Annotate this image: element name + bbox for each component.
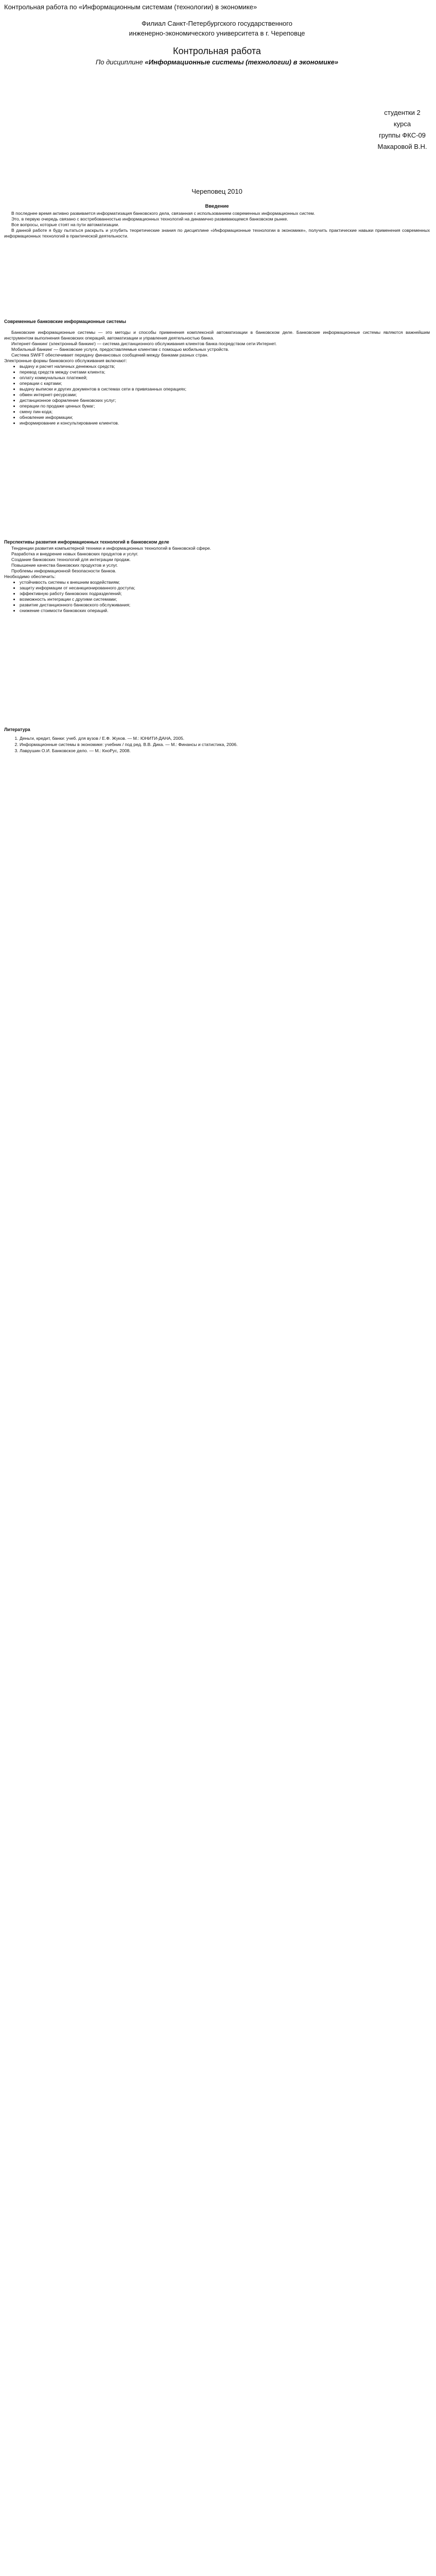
section2-paragraph: Тенденции развития компьютерной техники и информационных технологий в банковской сфере. bbox=[11, 545, 212, 551]
intro-paragraph: В последнее время активно развивается информатизация банковского дела, связанная с использованием современных информационных систем. bbox=[11, 211, 315, 216]
list-item: • устойчивость системы к внешним воздействиям; bbox=[20, 580, 430, 585]
work-title: Контрольная работа bbox=[173, 46, 261, 57]
section1-paragraph: Интернет-банкинг (электронный банкинг) — система дистанционного обслуживания клиентов банка посредством сети Интернет. bbox=[11, 341, 277, 347]
author-line-3: Макаровой В.Н. bbox=[377, 143, 427, 151]
references-section bbox=[4, 727, 430, 754]
intro-heading: Введение bbox=[205, 203, 229, 209]
list-item: • обновление информации; bbox=[20, 415, 430, 420]
document-header: Контрольная работа по «Информационным системам (технологии) в экономике» bbox=[4, 3, 257, 11]
references-heading: Литература bbox=[4, 726, 30, 732]
university-line-1: Филиал Санкт-Петербургского государственного bbox=[142, 20, 292, 28]
section1-paragraph: Банковские информационные системы — это методы и способы применения комплексной автоматизации в банковском деле. Банковские информационные системы являются важнейшим инструментом выполнения банковских операций, автоматизации и управления деятельностью банка. bbox=[4, 330, 430, 341]
subject bbox=[4, 58, 430, 67]
requirements-list bbox=[4, 580, 430, 614]
list-item: • обмен интернет-ресурсами; bbox=[20, 392, 430, 398]
section-heading-perspectives: Перспективы развития информационных технологий в банковском деле bbox=[4, 539, 169, 545]
subject-name: «Информационные системы (технологии) в экономике» bbox=[145, 58, 339, 66]
section2-list-intro: Необходимо обеспечить: bbox=[4, 573, 56, 579]
list-item: • эффективную работу банковских подразделений; bbox=[20, 591, 430, 597]
reference-item: 1. Деньги, кредит, банки: учеб. для вузов / Е.Ф. Жуков. — М.: ЮНИТИ-ДАНА, 2005. bbox=[20, 736, 430, 741]
list-item: • защиту информации от несанкционированного доступа; bbox=[20, 585, 430, 591]
section1-paragraph: Система SWIFT обеспечивает передачу финансовых сообщений между банками разных стран. bbox=[11, 352, 208, 358]
list-item: • возможность интеграции с другими системами; bbox=[20, 597, 430, 602]
section2-paragraph: Проблемы информационной безопасности банков. bbox=[11, 568, 116, 573]
section2-paragraph: Повышение качества банковских продуктов и услуг. bbox=[11, 562, 118, 568]
list-item: • развитие дистанционного банковского обслуживания; bbox=[20, 602, 430, 608]
list-item: • дистанционное оформление банковских услуг; bbox=[20, 398, 430, 403]
reference-item: 3. Лаврушин О.И. Банковское дело. — М.: КноРус, 2008. bbox=[20, 748, 430, 754]
list-item: • выдачу выписки и других документов в системах сети в привязанных операциях; bbox=[20, 386, 430, 392]
section2-paragraph: Создание банковских технологий для интеграции продаж. bbox=[11, 556, 131, 562]
intro-paragraph: Это, в первую очередь связано с востребованностью информационных технологий на динамично развивающемся банковском рынке. bbox=[11, 216, 288, 222]
list-item: • операции с картами; bbox=[20, 381, 430, 386]
list-item: • снижение стоимости банковских операций. bbox=[20, 608, 430, 614]
author-line-2: группы ФКС-09 bbox=[379, 131, 426, 140]
section-heading-banking-systems: Современные банковские информационные системы bbox=[4, 319, 126, 325]
list-item: • информирование и консультирование клиентов. bbox=[20, 420, 430, 426]
references-list bbox=[4, 736, 430, 754]
list-item: • перевод средств между счетами клиента; bbox=[20, 369, 430, 375]
intro-paragraph: В данной работе я буду пытаться раскрыть и углубить теоретические знания по дисциплине «Информационные технологии в экономике», получить практические навыки применения современных информационных технологий в практической деятельности. bbox=[4, 228, 430, 239]
place-year: Череповец 2010 bbox=[191, 188, 242, 196]
list-item: • оплату коммунальных платежей; bbox=[20, 375, 430, 381]
section2-paragraph: Разработка и внедрение новых банковских продуктов и услуг. bbox=[11, 551, 138, 556]
list-item: • смену пин-кода; bbox=[20, 409, 430, 415]
university bbox=[4, 19, 430, 38]
section1-paragraph: Мобильный банкинг — банковские услуги, предоставляемые клиентам с помощью мобильных устройств. bbox=[11, 347, 229, 352]
list-item: • выдачу и расчет наличных денежных средств; bbox=[20, 364, 430, 369]
reference-item: 2. Информационные системы в экономике: учебник / под ред. В.В. Дика. — М.: Финансы и статистика, 2006. bbox=[20, 742, 430, 748]
author-line-1: студентки 2 курса bbox=[384, 108, 421, 128]
university-line-2: инженерно-экономического университета в г. Череповце bbox=[129, 29, 305, 37]
section1-list-intro: Электронные формы банковского обслуживания включают: bbox=[4, 358, 127, 364]
perspectives-section bbox=[4, 539, 430, 613]
services-list bbox=[4, 364, 430, 426]
intro-paragraph: Все вопросы, которые стоят на пути автоматизации. bbox=[11, 222, 119, 228]
list-item: • операции по продаже ценных бумаг; bbox=[20, 403, 430, 409]
subject-prefix: По дисциплине bbox=[95, 58, 143, 66]
banking-systems-section bbox=[4, 319, 430, 426]
intro-section bbox=[4, 204, 430, 239]
author-block bbox=[375, 107, 430, 152]
